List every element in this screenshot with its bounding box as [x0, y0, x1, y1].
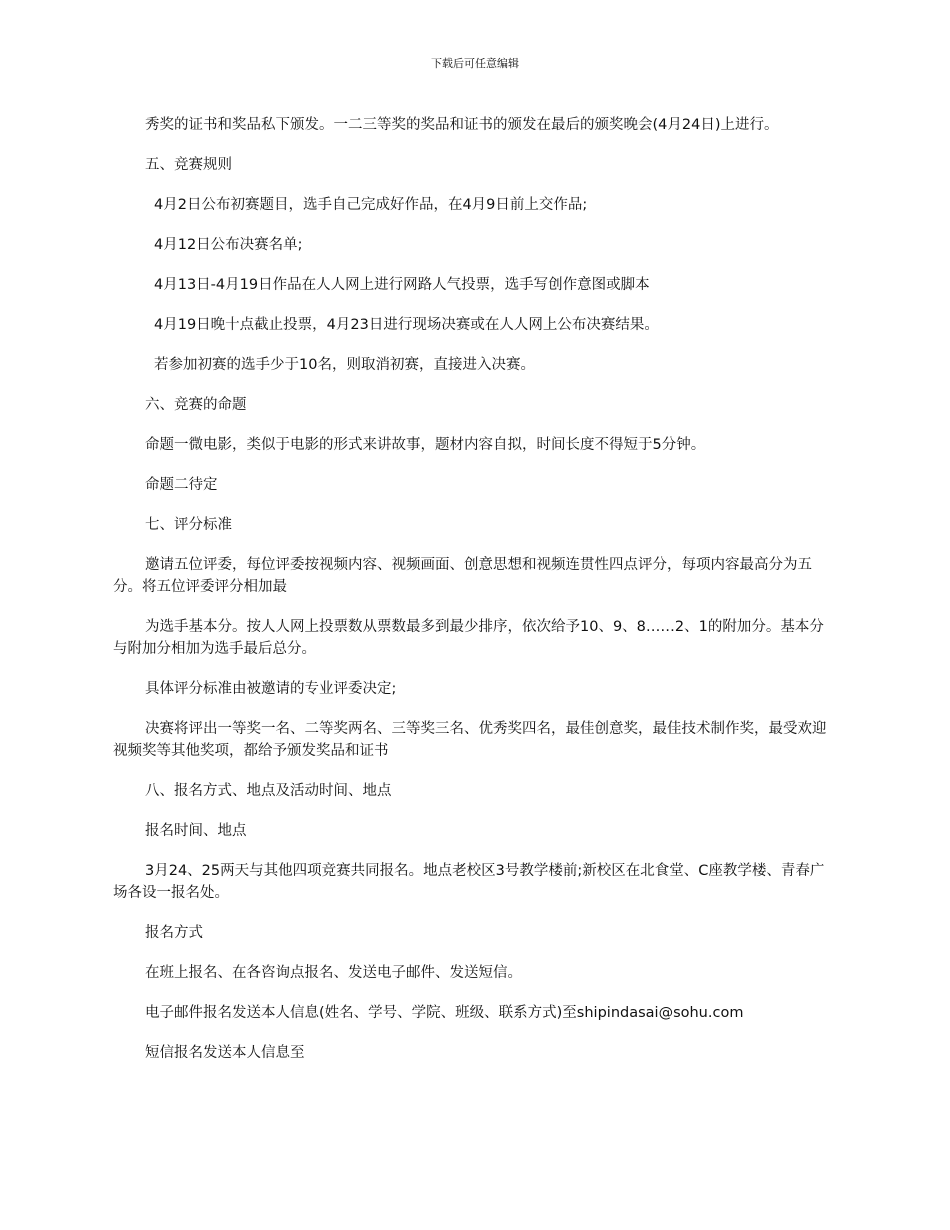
paragraph: 邀请五位评委，每位评委按视频内容、视频画面、创意思想和视频连贯性四点评分，每项内容最高分为五分。将五位评委评分相加最 [113, 557, 812, 595]
paragraph: 报名方式 [145, 925, 203, 941]
paragraph: 决赛将评出一等奖一名、二等奖两名、三等奖三名、优秀奖四名，最佳创意奖，最佳技术制作奖，最受欢迎视频奖等其他奖项，都给予颁发奖品和证书 [113, 721, 827, 759]
paragraph: 电子邮件报名发送本人信息(姓名、学号、学院、班级、联系方式)至shipindasai@sohu.com [145, 1005, 744, 1021]
rule-item: 4月13日-4月19日作品在人人网上进行网路人气投票，选手写创作意图或脚本 [154, 277, 650, 293]
rule-item: 4月2日公布初赛题目，选手自己完成好作品，在4月9日前上交作品; [154, 197, 588, 213]
rule-item: 4月19日晚十点截止投票，4月23日进行现场决赛或在人人网上公布决赛结果。 [154, 317, 659, 333]
paragraph: 报名时间、地点 [145, 823, 247, 839]
document-body [113, 114, 837, 1082]
section-heading: 七、评分标准 [145, 517, 232, 533]
paragraph: 秀奖的证书和奖品私下颁发。一二三等奖的奖品和证书的颁发在最后的颁奖晚会(4月24日)上进行。 [145, 117, 779, 133]
paragraph: 具体评分标准由被邀请的专业评委决定; [145, 681, 397, 697]
section-heading: 八、报名方式、地点及活动时间、地点 [145, 783, 392, 799]
paragraph: 3月24、25两天与其他四项竞赛共同报名。地点老校区3号教学楼前;新校区在北食堂、C座教学楼、青春广场各设一报名处。 [113, 863, 825, 901]
page-header: 下载后可任意编辑 [431, 57, 519, 70]
paragraph: 命题二待定 [145, 477, 218, 493]
rule-item: 若参加初赛的选手少于10名，则取消初赛，直接进入决赛。 [154, 357, 535, 373]
paragraph: 在班上报名、在各咨询点报名、发送电子邮件、发送短信。 [145, 965, 522, 981]
paragraph: 为选手基本分。按人人网上投票数从票数最多到最少排序，依次给予10、9、8……2、1的附加分。基本分与附加分相加为选手最后总分。 [113, 619, 824, 657]
section-heading: 五、竞赛规则 [145, 157, 232, 173]
paragraph: 命题一微电影，类似于电影的形式来讲故事，题材内容自拟，时间长度不得短于5分钟。 [145, 437, 706, 453]
paragraph: 短信报名发送本人信息至 [145, 1045, 305, 1061]
rule-item: 4月12日公布决赛名单; [154, 237, 303, 253]
section-heading: 六、竞赛的命题 [145, 397, 247, 413]
